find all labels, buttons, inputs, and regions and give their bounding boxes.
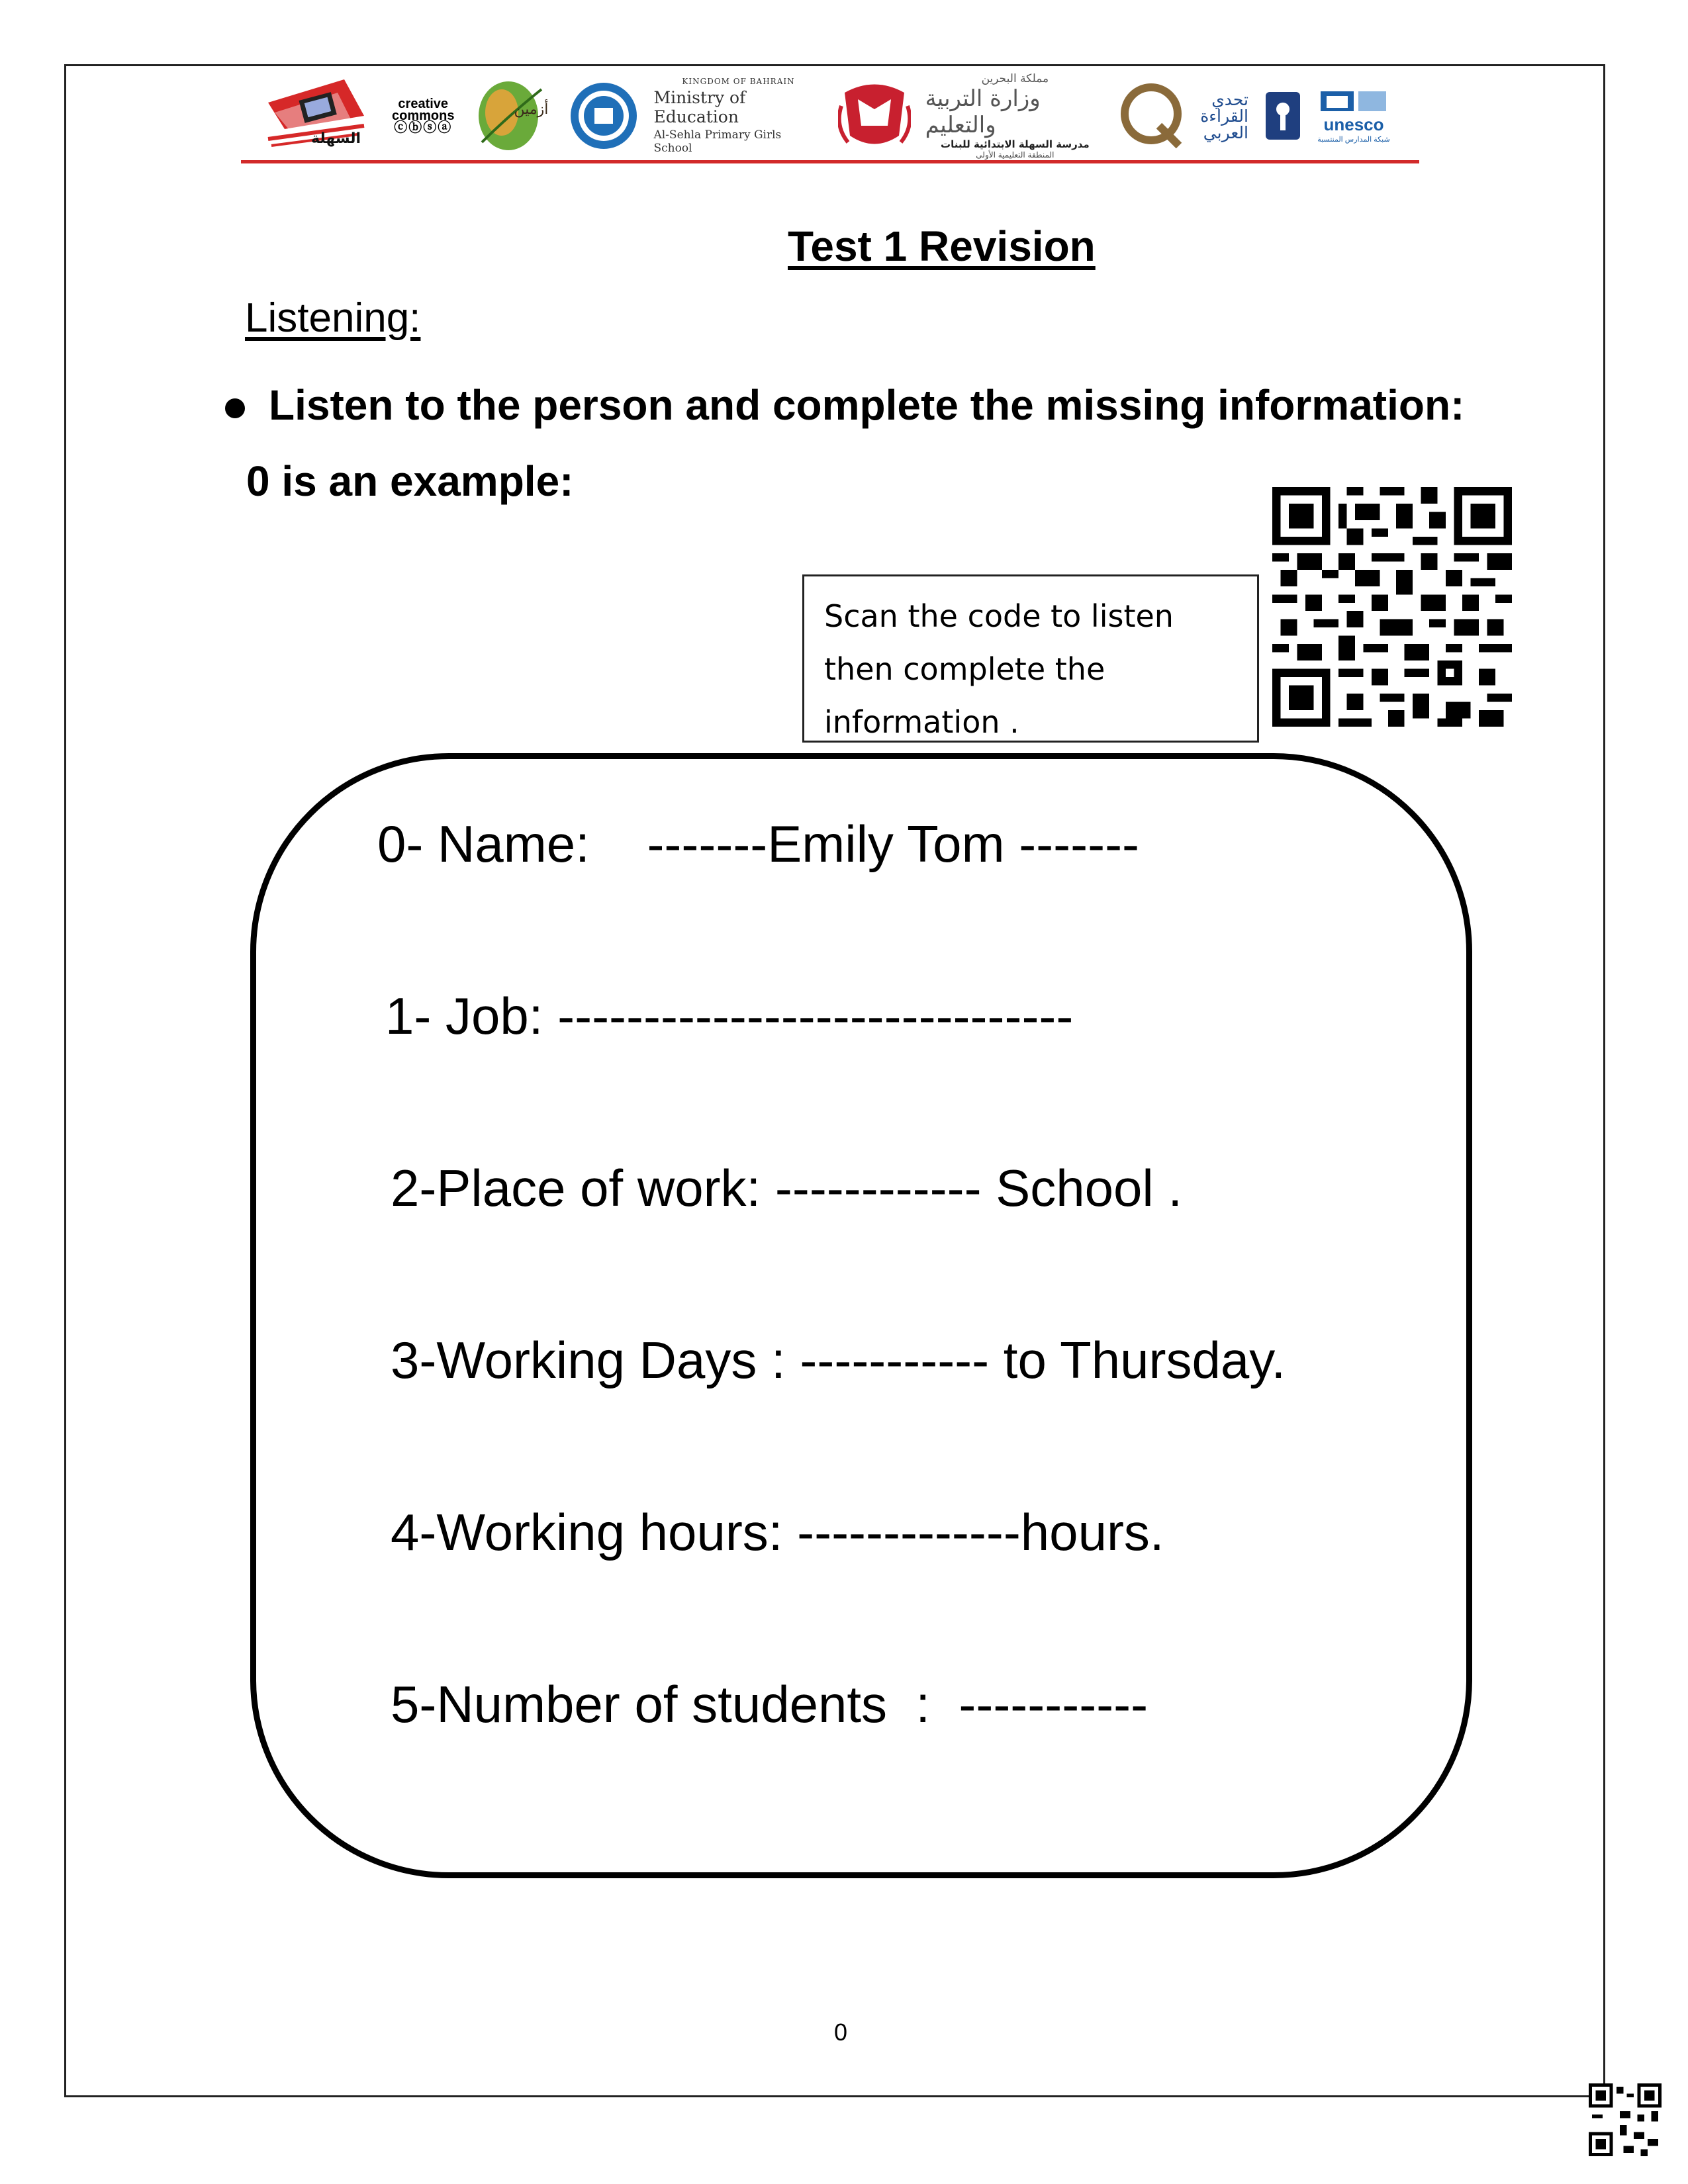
example-note: 0 is an example: — [246, 457, 574, 505]
reading-challenge-logo: تحدي القراءة العربي — [1200, 89, 1248, 142]
instruction — [225, 381, 1464, 430]
answer-line-5: 5-Number of students : ----------- — [391, 1675, 1149, 1733]
answer-line-2: 2-Place of work: ------------ School . — [391, 1159, 1183, 1217]
ministry-english: KINGDOM OF BAHRAIN Ministry of Education Al-Sehla Primary Girls School — [653, 77, 795, 155]
unesco-logo: unesco شبكة المدارس المنتسبة — [1317, 88, 1390, 144]
bahrain-emblem — [838, 79, 911, 152]
answer-line-1: 1- Job: ------------------------------ — [385, 987, 1074, 1045]
answer-line-0: 0- Name: -------Emily Tom ------- — [377, 815, 1140, 873]
blue-emblem-logo — [569, 81, 639, 151]
corner-qr-code — [1589, 2083, 1662, 2156]
sehla-school-logo: السهلة — [265, 76, 377, 156]
scan-instruction-box — [802, 574, 1259, 743]
page-number: 0 — [834, 2019, 848, 2046]
scan-line-2: then complete the — [824, 651, 1105, 687]
keyhole-icon — [1263, 89, 1303, 142]
header-rule — [241, 160, 1419, 163]
creative-commons-logo: creative commons ⓒⓑⓢⓐ — [392, 97, 455, 135]
scan-line-1: Scan the code to listen — [824, 598, 1174, 634]
page-title: Test 1 Revision — [788, 222, 1096, 270]
ministry-arabic: مملكة البحرين وزارة التربية والتعليم مدرسة السهلة الابتدائية للبنات المنطقة التعليمية الأولى — [925, 72, 1090, 159]
qr-code[interactable] — [1272, 487, 1512, 727]
q-logo — [1119, 79, 1186, 152]
section-heading: Listening: — [245, 295, 421, 341]
bullet-icon — [225, 398, 245, 418]
header-logos — [265, 73, 1390, 159]
instruction-text: Listen to the person and complete the missing information: — [269, 381, 1465, 429]
scan-line-3: information . — [824, 704, 1019, 740]
leaf-logo: أزمين — [469, 76, 555, 156]
answer-line-3: 3-Working Days : ----------- to Thursday. — [391, 1331, 1286, 1389]
answer-line-4: 4-Working hours: -------------hours. — [391, 1503, 1164, 1561]
